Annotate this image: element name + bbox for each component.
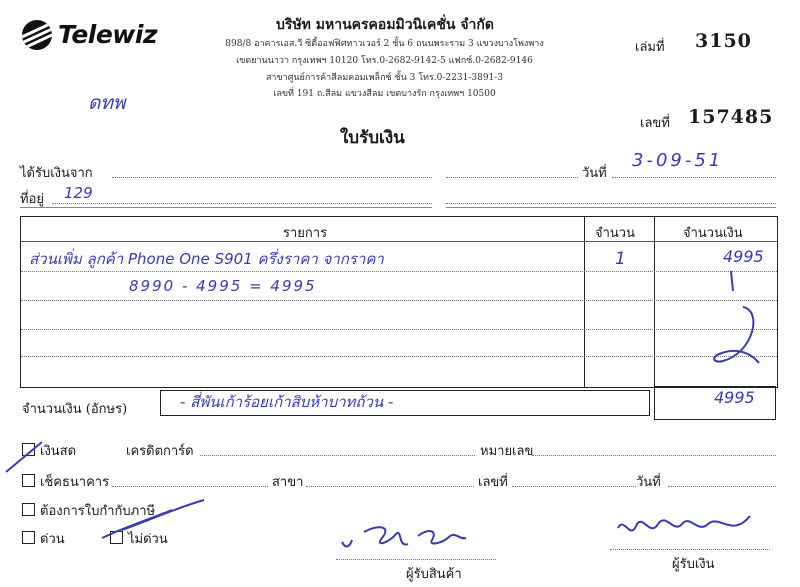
receipt-number-label: เลขที่	[640, 116, 670, 131]
company-name: บริษัท มหานครคอมมิวนิเคชั่น จำกัด	[276, 17, 494, 33]
credit-card-label: เครดิตการ์ด	[126, 444, 194, 459]
company-address-line-2: เขตยานนาวา กรุงเทพฯ 10120 โทร.0-2682-9142-5 แฟกซ์.0-2682-9146	[236, 56, 533, 66]
tax-invoice-label: ต้องการใบกำกับภาษี	[40, 504, 156, 519]
redaction-block	[432, 150, 446, 218]
not-urgent-check-mark	[98, 506, 178, 546]
header-divider	[21, 241, 777, 242]
cheque-date-label: วันที่	[636, 475, 661, 490]
date-value: 3-09-51	[632, 150, 724, 171]
company-address-line-3: สาขาศูนย์การค้าสีลมคอมเพล็กซ์ ชั้น 3 โทร.0-2231-3891-3	[265, 73, 504, 83]
company-address-line-1: 898/8 อาคารเอส.วี ซิตี้ออฟฟิศทาวเวอร์ 2 ชั้น 6 ถนนพระราม 3 แขวงบางโพงพาง	[225, 39, 544, 49]
goods-receiver-line	[336, 559, 496, 560]
address-line-cont	[446, 203, 776, 204]
cheque-line	[112, 486, 268, 487]
book-number: 3150	[695, 30, 752, 52]
cheque-number-label: เลขที่	[478, 475, 508, 490]
goods-receiver-signature	[338, 520, 488, 560]
amount-header: จำนวนเงิน	[683, 226, 743, 241]
received-from-line-cont	[446, 177, 578, 178]
document-title: ใบรับเงิน	[340, 128, 405, 148]
address-value: 129	[64, 184, 93, 202]
cheque-date-line	[668, 486, 776, 487]
row-2-item: 8990 - 4995 = 4995	[129, 277, 317, 295]
row-divider-1	[21, 271, 777, 272]
row-1-item: ส่วนเพิ่ม ลูกค้า Phone One S901 ครึ่งราคา จากราคา	[29, 250, 384, 268]
urgent-label: ด่วน	[40, 532, 65, 547]
amount-words-value: - สี่พันเก้าร้อยเก้าสิบห้าบาทถ้วน -	[180, 393, 394, 411]
row-1-qty: 1	[615, 249, 626, 269]
card-number-line	[532, 455, 776, 456]
cheque-checkbox[interactable]	[22, 474, 35, 487]
urgent-checkbox[interactable]	[22, 531, 35, 544]
telewiz-logo-icon	[22, 20, 52, 50]
branch-label: สาขา	[272, 475, 304, 490]
address-label: ที่อยู่	[20, 192, 44, 207]
date-label: วันที่	[582, 166, 607, 181]
credit-card-line	[200, 455, 475, 456]
money-receiver-label: ผู้รับเงิน	[672, 557, 715, 572]
card-number-label: หมายเลข	[480, 444, 534, 459]
company-address-line-4: เลขที่ 191 ถ.สีลม แขวงสีลม เขตบางรัก กรุงเทพฯ 10500	[273, 89, 496, 99]
received-from-line	[112, 177, 432, 178]
cheque-label: เช็คธนาคาร	[40, 475, 110, 490]
amount-words-label: จำนวนเงิน (อักษร)	[22, 402, 128, 417]
total-amount: 4995	[714, 388, 755, 407]
address-line	[52, 203, 432, 204]
handwritten-note: ดทพ	[88, 92, 126, 114]
cash-check-mark	[4, 436, 77, 476]
row-1-amount: 4995	[723, 247, 764, 266]
receipt-number: 157485	[688, 106, 774, 128]
money-receiver-signature	[612, 504, 762, 548]
branch-line	[306, 486, 474, 487]
received-from-label: ได้รับเงินจาก	[20, 166, 93, 181]
strike-mark	[681, 267, 761, 377]
telewiz-logo: Telewiz	[58, 20, 158, 49]
header-rule	[20, 207, 776, 208]
cash-label: เงินสด	[40, 444, 77, 459]
goods-receiver-label: ผู้รับสินค้า	[406, 567, 462, 582]
book-label: เล่มที่	[635, 40, 665, 55]
not-urgent-label: ไม่ด่วน	[128, 532, 168, 547]
items-table	[20, 216, 778, 388]
cheque-number-line	[512, 486, 636, 487]
items-header: รายการ	[283, 226, 328, 241]
money-receiver-line	[610, 549, 770, 550]
date-line	[612, 177, 776, 178]
row-divider-2	[21, 300, 777, 301]
tax-invoice-checkbox[interactable]	[22, 503, 35, 516]
qty-header: จำนวน	[595, 226, 635, 241]
amount-column-divider	[654, 217, 655, 387]
row-divider-4	[21, 356, 777, 357]
qty-column-divider	[584, 217, 585, 387]
row-divider-3	[21, 329, 777, 330]
